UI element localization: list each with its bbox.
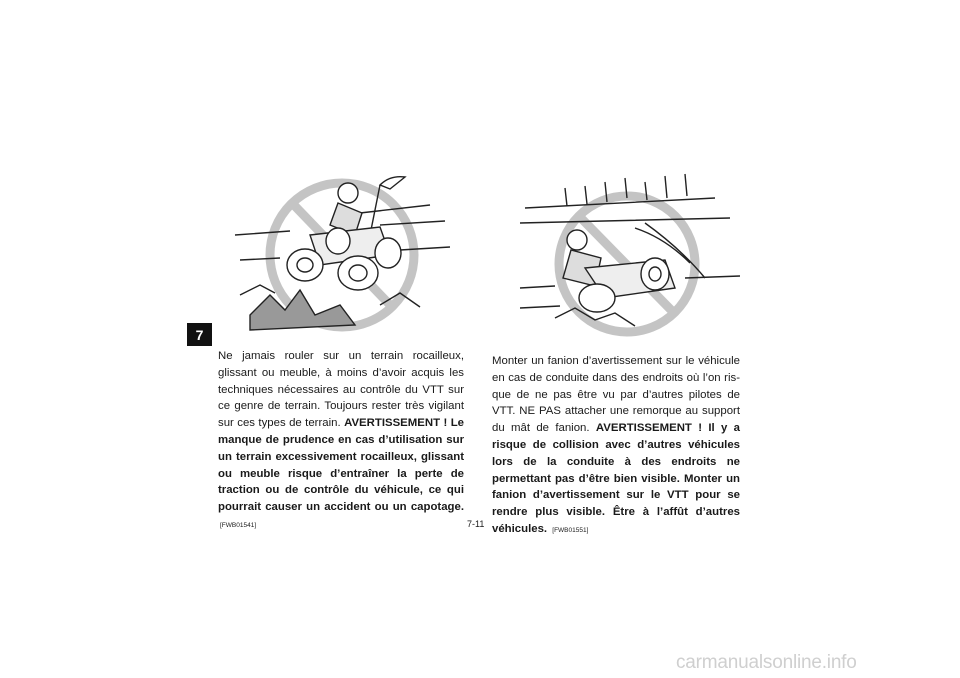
right-warning-text: AVERTISSEMENT ! Il y a risque de collision avec d’autres véhicules lors de la conduite à des endroits ne permettant pas d’être bien visible. Monter un fanion d’avertissement sur le VTT pour se rendre plus visible. Être à l’affût d’autres véhicules. <box>492 422 741 535</box>
left-text-block <box>218 348 464 535</box>
right-normal-text: Monter un fanion d’avertissement sur le véhicule en cas de conduite dans des endroits où l’on risque de ne pas être vu par d’autres pilotes de VTT. NE PAS attacher une remorque au support du mât de fanion. <box>492 355 740 435</box>
prohibited-no-flag-atv-icon <box>515 168 747 338</box>
prohibited-rocky-terrain-atv-icon <box>230 165 460 345</box>
right-text-block <box>492 353 740 540</box>
left-warning-code: [FWB01541] <box>220 521 257 529</box>
left-normal-text: Ne jamais rouler sur un terrain rocailleux, glissant ou meuble, à moins d’avoir acquis les techniques nécessaires au contrôle du VTT sur ce genre de terrain. Toujours rester très vigilant sur ces types de terrain. <box>218 350 464 430</box>
page-number: 7-11 <box>467 519 485 529</box>
right-warning-code: [FWB01551] <box>552 526 589 534</box>
watermark: carmanualsonline.info <box>676 652 857 673</box>
chapter-tab: 7 <box>187 323 212 346</box>
left-warning-text: AVERTISSEMENT ! Le manque de prudence en cas d’utilisation sur un terrain excessivement rocailleux, glissant ou meuble risque d’entraîner la perte de traction ou de contrôle du véhicule, ce qui pourrait causer un accident ou un capotage. <box>218 417 464 514</box>
